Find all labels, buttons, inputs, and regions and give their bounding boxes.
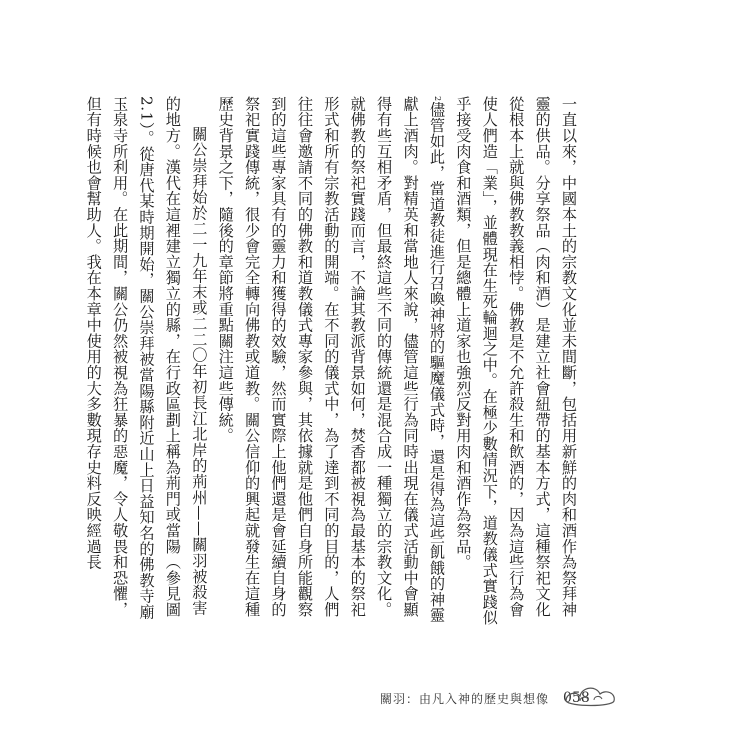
footnote-marker: 2	[432, 96, 442, 102]
paragraph-1: 一直以來，中國本土的宗教文化並未間斷，包括用新鮮的肉和酒作為祭拜神靈的供品。分享祭品（肉和酒）是建立社會紐帶的基本方式，這種祭祀文化從根本上就與佛教教義相悖。佛教是不允許殺生和飲酒的，因為這些行為會使人們造「業」，並體現在生死輪迴之中。在極少數情況下，道教儀式實踐似乎接受肉食和酒類，但是總體上道家也強烈反對用肉和酒作為祭品。	[454, 96, 578, 626]
paragraph-2-text: 儘管如此，當道教徒進行召喚神將的驅魔儀式時，還是得為這些飢餓的神靈獻上酒肉。對精英和當地人來說，儘管這些行為同時出現在儀式活動中會顯得有些互相矛盾，但最終這些不同的傳統還是混合成一種獨立的宗教文化。就佛教的祭祀實踐而言，不論其教派背景如何，焚香都被視為最基本的祭祀形式和所有宗教活動的開端。在不同的儀式中，為了達到不同的目的，人們往往會邀請不同的佛教和道教儀式專家參與，其依據就是他們自身所能觀察到的這些專家具有的靈力和獲得的效驗，然而實際上他們還是會延續自身的祭祀實踐傳統，很少會完全轉向佛教或道教。關公信仰的興起就發生在這種歷史背景之下，隨後的章節將重點關注這些傳統。	[216, 96, 446, 624]
running-title: 關羽：由凡入神的歷史與想像	[380, 691, 550, 706]
vertical-body-text	[84, 96, 582, 626]
page-footer	[380, 686, 590, 710]
paragraph-2	[212, 96, 450, 626]
paragraph-3: 關公崇拜始於二一九年末或二二〇年初長江北岸的荊州——關羽被殺害的地方。漢代在這裡建立獨立的縣，在行政區劃上稱為荊門或當陽（參見圖2.1）。從唐代某時期開始，關公崇拜被當陽縣附近山上日益知名的佛教寺廟玉泉寺所利用。在此期間，關公仍然被視為狂暴的惡魔，令人敬畏和恐懼，但有時候也會幫助人。我在本章中使用的大多數現存史料反映經過長	[84, 96, 209, 620]
page-number: 058	[563, 690, 590, 706]
cloud-ornament-icon	[562, 681, 620, 711]
